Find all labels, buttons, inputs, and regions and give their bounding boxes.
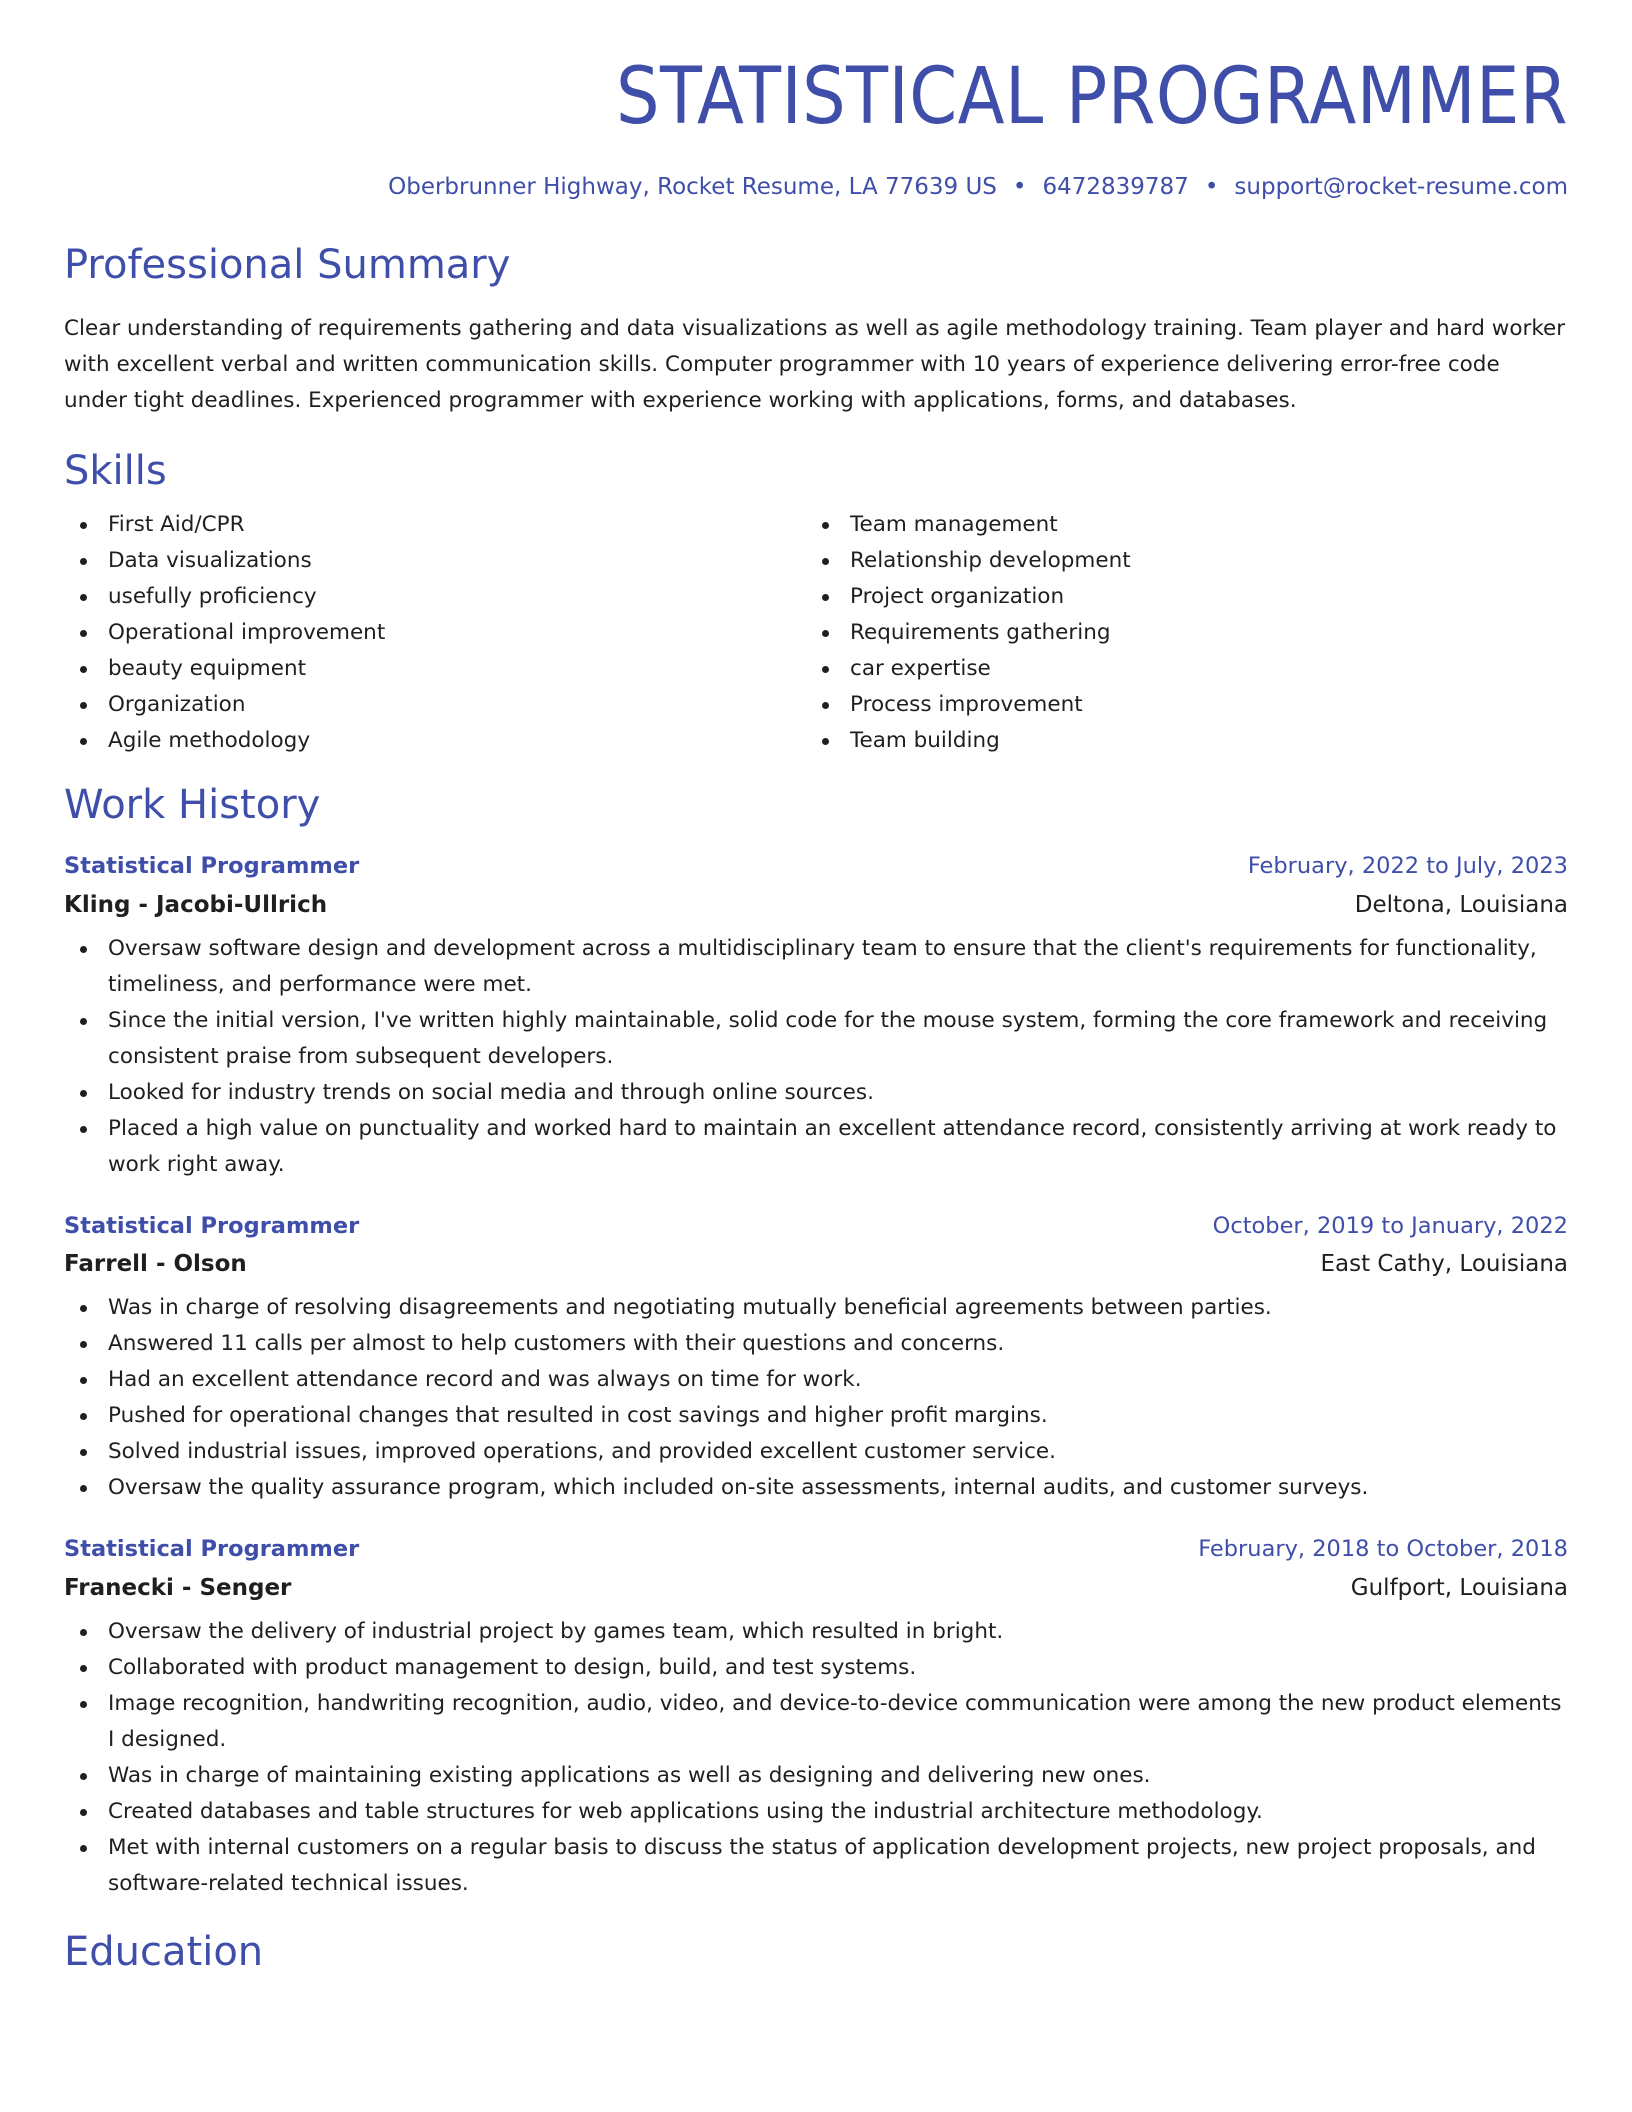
skill-item: Agile methodology (64, 723, 806, 759)
job-company: Franecki - Senger (64, 1574, 292, 1601)
job-bullet: Oversaw the delivery of industrial project by games team, which resulted in bright. (64, 1614, 1568, 1650)
contact-separator: • (1204, 174, 1219, 200)
job-bullet: Oversaw the quality assurance program, which included on-site assessments, internal audits, and customer surveys. (64, 1470, 1568, 1506)
job-entry (64, 855, 1568, 1183)
skill-item: Operational improvement (64, 615, 806, 651)
job-bullet: Solved industrial issues, improved operations, and provided excellent customer service. (64, 1434, 1568, 1470)
skill-item: Project organization (806, 579, 1548, 615)
skills-column-right (806, 507, 1548, 759)
contact-phone: 6472839787 (1042, 174, 1189, 200)
skill-item: car expertise (806, 651, 1548, 687)
job-company: Farrell - Olson (64, 1251, 247, 1277)
job-entry (64, 1212, 1568, 1507)
contact-address: Oberbrunner Highway, Rocket Resume, LA 77639 US (388, 174, 997, 200)
job-bullet: Was in charge of resolving disagreements and negotiating mutually beneficial agreements between parties. (64, 1290, 1568, 1326)
job-bullet: Pushed for operational changes that resulted in cost savings and higher profit margins. (64, 1398, 1568, 1434)
job-header (64, 1212, 1568, 1239)
job-bullets (64, 1614, 1568, 1902)
skill-item: Team management (806, 507, 1548, 543)
job-company: Kling - Jacobi-Ullrich (64, 891, 328, 918)
job-bullet: Oversaw software design and development across a multidisciplinary team to ensure that the client's requirements for functionality, timeliness, and performance were met. (64, 931, 1568, 1003)
work-history-heading: Work History (64, 782, 321, 828)
job-location: Gulfport, Louisiana (1350, 1574, 1568, 1601)
job-bullet: Placed a high value on punctuality and worked hard to maintain an excellent attendance record, consistently arriving at work ready to work right away. (64, 1111, 1568, 1183)
resume-title: STATISTICAL PROGRAMMER (615, 52, 1568, 142)
skills-heading: Skills (64, 448, 167, 494)
job-entry (64, 1538, 1568, 1902)
resume-page (64, 0, 1568, 1975)
job-title: Statistical Programmer (64, 1536, 360, 1562)
skill-item: Team building (806, 723, 1548, 759)
education-heading: Education (64, 1928, 264, 1975)
skill-item: Requirements gathering (806, 615, 1548, 651)
skill-item: Process improvement (806, 687, 1548, 723)
skill-item: beauty equipment (64, 651, 806, 687)
summary-text: Clear understanding of requirements gathering and data visualizations as well as agile methodology training. Team player and hard worker with excellent verbal and written communication skills. Computer programmer with 10 years of experience delivering error-free code under tight deadlines. Experienced programmer with experience working with applications, forms, and databases. (64, 316, 1566, 413)
job-title: Statistical Programmer (64, 853, 360, 879)
job-dates: February, 2022 to July, 2023 (1247, 853, 1568, 879)
job-location: East Cathy, Louisiana (1320, 1251, 1568, 1277)
contact-email: support@rocket-resume.com (1234, 174, 1568, 200)
job-bullets (64, 931, 1568, 1183)
job-subheader (64, 1574, 1568, 1601)
job-bullet: Looked for industry trends on social media and through online sources. (64, 1075, 1568, 1111)
job-bullet: Was in charge of maintaining existing applications as well as designing and delivering new ones. (64, 1758, 1568, 1794)
skill-item: usefully proficiency (64, 579, 806, 615)
skill-item: Relationship development (806, 543, 1548, 579)
skills-column-left (64, 507, 806, 759)
job-bullet: Had an excellent attendance record and was always on time for work. (64, 1362, 1568, 1398)
job-dates: February, 2018 to October, 2018 (1198, 1536, 1568, 1562)
job-subheader (64, 1253, 1568, 1276)
job-header (64, 855, 1568, 878)
job-bullet: Met with internal customers on a regular basis to discuss the status of application development projects, new project proposals, and software-related technical issues. (64, 1830, 1568, 1902)
job-location: Deltona, Louisiana (1354, 891, 1568, 918)
job-bullet: Since the initial version, I've written highly maintainable, solid code for the mouse system, forming the core framework and receiving consistent praise from subsequent developers. (64, 1003, 1568, 1075)
job-bullet: Created databases and table structures for web applications using the industrial architecture methodology. (64, 1794, 1568, 1830)
job-bullet: Answered 11 calls per almost to help customers with their questions and concerns. (64, 1326, 1568, 1362)
skill-item: Organization (64, 687, 806, 723)
job-title: Statistical Programmer (64, 1212, 360, 1239)
skill-item: First Aid/CPR (64, 507, 806, 543)
job-dates: October, 2019 to January, 2022 (1212, 1212, 1568, 1239)
summary-heading: Professional Summary (64, 242, 511, 288)
contact-separator: • (1012, 174, 1027, 200)
job-subheader (64, 891, 1568, 918)
skills-list (64, 507, 1568, 759)
job-header (64, 1538, 1568, 1561)
job-bullet: Collaborated with product management to design, build, and test systems. (64, 1650, 1568, 1686)
contact-line (64, 176, 1568, 199)
job-bullets (64, 1290, 1568, 1506)
skill-item: Data visualizations (64, 543, 806, 579)
job-bullet: Image recognition, handwriting recognition, audio, video, and device-to-device communication were among the new product elements I designed. (64, 1686, 1568, 1758)
